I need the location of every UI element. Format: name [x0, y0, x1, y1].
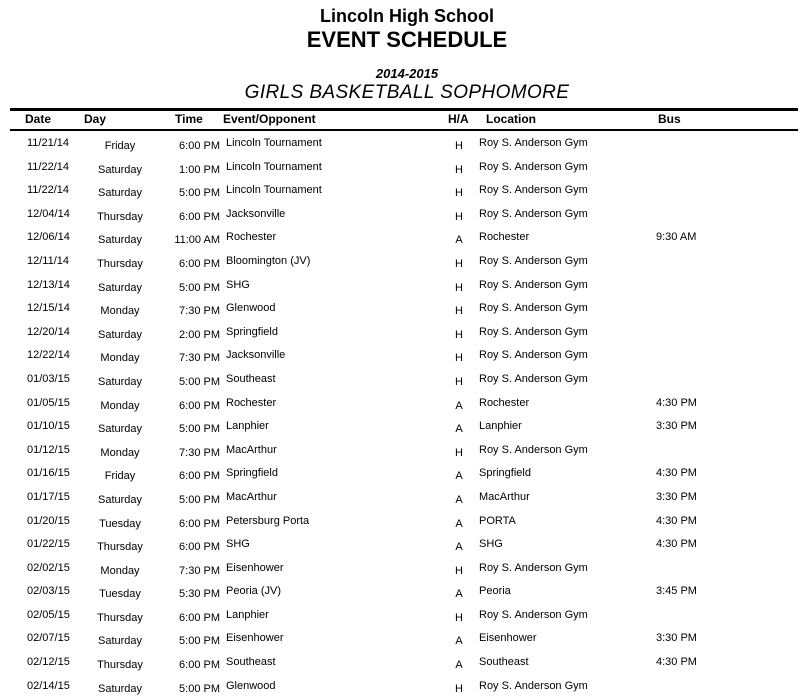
cell-location: Rochester: [479, 231, 530, 244]
cell-time: 6:00 PM: [179, 140, 220, 152]
cell-time: 5:00 PM: [179, 493, 220, 506]
cell-event: Springfield: [226, 325, 278, 338]
cell-location: Peoria: [479, 585, 511, 598]
cell-bus: 9:30 AM: [656, 231, 697, 244]
cell-event: Petersburg Porta: [226, 514, 310, 527]
table-row: [0, 443, 800, 467]
cell-event: Rochester: [226, 231, 277, 244]
cell-bus: 3:30 PM: [656, 420, 697, 433]
cell-location: Roy S. Anderson Gym: [479, 679, 588, 692]
table-row: [0, 136, 800, 160]
cell-date: 12/20/14: [27, 325, 70, 338]
cell-date: 12/15/14: [27, 302, 70, 315]
cell-time: 11:00 AM: [174, 234, 220, 247]
table-row: [0, 584, 800, 608]
cell-event: Southeast: [226, 372, 276, 385]
table-row: [0, 561, 800, 585]
cell-event: Glenwood: [226, 679, 276, 692]
cell-time: 6:00 PM: [179, 210, 220, 223]
cell-time: 6:00 PM: [179, 611, 220, 624]
cell-event: Lincoln Tournament: [226, 184, 322, 197]
cell-ha: H: [455, 446, 463, 459]
cell-day: Thursday: [97, 257, 143, 270]
cell-date: 02/05/15: [27, 608, 70, 621]
cell-bus: 4:30 PM: [656, 396, 697, 409]
cell-ha: A: [455, 399, 463, 412]
cell-location: Springfield: [479, 467, 531, 480]
cell-date: 12/11/14: [27, 254, 70, 267]
table-row: [0, 466, 800, 490]
cell-day: Tuesday: [99, 517, 141, 530]
schedule-rows: [0, 136, 800, 698]
cell-date: 01/03/15: [27, 372, 70, 385]
table-row: [0, 230, 800, 254]
cell-location: Roy S. Anderson Gym: [479, 302, 588, 315]
cell-location: Roy S. Anderson Gym: [479, 608, 588, 621]
cell-bus: 3:30 PM: [656, 490, 697, 503]
cell-date: 12/06/14: [27, 231, 70, 244]
table-row: [0, 396, 800, 420]
cell-date: 01/12/15: [27, 443, 70, 456]
cell-time: 5:00 PM: [179, 187, 220, 200]
cell-location: Roy S. Anderson Gym: [479, 137, 588, 149]
cell-ha: A: [455, 423, 463, 436]
cell-date: 01/22/15: [27, 538, 70, 551]
table-row: [0, 301, 800, 325]
school-name: Lincoln High School: [320, 6, 494, 26]
cell-ha: H: [455, 611, 463, 624]
cell-date: 12/13/14: [27, 278, 70, 291]
cell-time: 5:00 PM: [179, 375, 220, 388]
table-row: [0, 183, 800, 207]
cell-ha: H: [455, 187, 463, 200]
team-label: GIRLS BASKETBALL SOPHOMORE: [244, 82, 570, 103]
document-title: EVENT SCHEDULE: [306, 27, 508, 52]
cell-day: Monday: [100, 564, 140, 577]
cell-ha: H: [455, 163, 463, 176]
cell-date: 01/20/15: [27, 514, 70, 527]
table-row: [0, 419, 800, 443]
cell-event: Springfield: [226, 467, 278, 480]
season-label: 2014-2015: [375, 66, 439, 81]
cell-time: 5:00 PM: [179, 682, 220, 695]
cell-time: 5:00 PM: [179, 423, 220, 436]
cell-time: 5:30 PM: [179, 588, 220, 601]
cell-ha: A: [455, 470, 463, 483]
cell-ha: H: [455, 305, 463, 318]
column-header-location: Location: [486, 112, 536, 126]
cell-day: Monday: [100, 305, 140, 318]
cell-event: Eisenhower: [226, 561, 284, 574]
cell-time: 7:30 PM: [179, 564, 220, 577]
column-header-event: Event/Opponent: [223, 112, 316, 126]
cell-ha: H: [455, 328, 463, 341]
cell-date: 02/12/15: [27, 656, 70, 669]
cell-day: Saturday: [97, 281, 143, 294]
cell-location: Roy S. Anderson Gym: [479, 254, 588, 267]
cell-event: Glenwood: [226, 302, 276, 315]
cell-event: Lincoln Tournament: [226, 160, 322, 173]
cell-location: Roy S. Anderson Gym: [479, 207, 588, 220]
cell-bus: 3:30 PM: [656, 632, 697, 645]
table-row: [0, 679, 800, 698]
cell-day: Thursday: [97, 541, 143, 554]
cell-ha: H: [455, 352, 463, 365]
cell-date: 02/14/15: [27, 679, 70, 692]
cell-time: 1:00 PM: [179, 163, 220, 176]
cell-event: Bloomington (JV): [226, 254, 311, 267]
cell-day: Friday: [104, 140, 136, 152]
table-row: [0, 631, 800, 655]
cell-day: Thursday: [97, 659, 143, 672]
cell-event: Lincoln Tournament: [226, 137, 322, 149]
cell-time: 7:30 PM: [179, 446, 220, 459]
cell-ha: H: [455, 210, 463, 223]
column-header-bus: Bus: [658, 112, 681, 126]
cell-location: Roy S. Anderson Gym: [479, 349, 588, 362]
column-header-ha: H/A: [448, 112, 469, 126]
cell-day: Saturday: [97, 682, 143, 695]
cell-bus: 4:30 PM: [656, 467, 697, 480]
cell-date: 12/04/14: [27, 207, 70, 220]
cell-event: Lanphier: [226, 608, 269, 621]
table-row: [0, 537, 800, 561]
cell-event: Jacksonville: [226, 207, 286, 220]
table-row: [0, 348, 800, 372]
cell-bus: 3:45 PM: [656, 585, 697, 598]
cell-day: Monday: [100, 399, 140, 412]
cell-ha: H: [455, 257, 463, 270]
cell-event: SHG: [226, 538, 250, 551]
cell-date: 01/17/15: [27, 490, 70, 503]
cell-date: 01/05/15: [27, 396, 70, 409]
cell-location: MacArthur: [479, 490, 530, 503]
table-row: [0, 254, 800, 278]
header-rule: [10, 129, 798, 131]
cell-location: SHG: [479, 538, 503, 551]
table-row: [0, 655, 800, 679]
cell-time: 7:30 PM: [179, 352, 220, 365]
cell-location: Roy S. Anderson Gym: [479, 443, 588, 456]
cell-ha: H: [455, 682, 463, 695]
cell-event: Peoria (JV): [226, 585, 282, 598]
column-header-date: Date: [25, 112, 52, 126]
cell-location: PORTA: [479, 514, 516, 527]
column-header-time: Time: [175, 112, 203, 126]
cell-day: Monday: [100, 446, 140, 459]
table-header-row: [0, 112, 800, 130]
cell-location: Rochester: [479, 396, 530, 409]
cell-time: 5:00 PM: [179, 281, 220, 294]
table-row: [0, 160, 800, 184]
cell-day: Thursday: [97, 611, 143, 624]
cell-date: 12/22/14: [27, 349, 70, 362]
cell-location: Roy S. Anderson Gym: [479, 561, 588, 574]
cell-event: MacArthur: [226, 490, 277, 503]
cell-date: 01/10/15: [27, 420, 70, 433]
cell-day: Tuesday: [99, 588, 141, 601]
cell-day: Saturday: [97, 187, 143, 200]
cell-event: Rochester: [226, 396, 277, 409]
cell-location: Roy S. Anderson Gym: [479, 325, 588, 338]
cell-ha: H: [455, 564, 463, 577]
cell-time: 6:00 PM: [179, 257, 220, 270]
cell-ha: A: [455, 635, 463, 648]
cell-ha: A: [455, 517, 463, 530]
cell-time: 6:00 PM: [179, 659, 220, 672]
cell-day: Thursday: [97, 210, 143, 223]
cell-location: Southeast: [479, 656, 529, 669]
cell-day: Monday: [100, 352, 140, 365]
cell-bus: 4:30 PM: [656, 656, 697, 669]
cell-time: 5:00 PM: [179, 635, 220, 648]
cell-bus: 4:30 PM: [656, 538, 697, 551]
column-header-day: Day: [84, 112, 107, 126]
table-row: [0, 372, 800, 396]
cell-ha: A: [455, 659, 463, 672]
top-rule: [10, 108, 798, 111]
cell-event: SHG: [226, 278, 250, 291]
cell-day: Saturday: [97, 493, 143, 506]
cell-day: Saturday: [97, 375, 143, 388]
cell-date: 01/16/15: [27, 467, 70, 480]
cell-day: Saturday: [97, 234, 143, 247]
table-row: [0, 278, 800, 302]
cell-time: 6:00 PM: [179, 541, 220, 554]
cell-time: 2:00 PM: [179, 328, 220, 341]
table-row: [0, 325, 800, 349]
cell-event: Jacksonville: [226, 349, 286, 362]
table-row: [0, 514, 800, 538]
cell-day: Saturday: [97, 163, 143, 176]
table-row: [0, 608, 800, 632]
cell-location: Roy S. Anderson Gym: [479, 160, 588, 173]
cell-day: Saturday: [97, 635, 143, 648]
cell-day: Friday: [104, 470, 136, 483]
cell-date: 02/02/15: [27, 561, 70, 574]
cell-ha: A: [455, 541, 463, 554]
cell-time: 6:00 PM: [179, 470, 220, 483]
cell-location: Lanphier: [479, 420, 522, 433]
cell-date: 02/03/15: [27, 585, 70, 598]
cell-date: 11/22/14: [27, 184, 70, 197]
cell-location: Eisenhower: [479, 632, 537, 645]
cell-time: 7:30 PM: [179, 305, 220, 318]
cell-location: Roy S. Anderson Gym: [479, 372, 588, 385]
cell-location: Roy S. Anderson Gym: [479, 278, 588, 291]
cell-date: 11/21/14: [27, 137, 70, 149]
cell-ha: H: [455, 281, 463, 294]
cell-ha: A: [455, 234, 463, 247]
cell-location: Roy S. Anderson Gym: [479, 184, 588, 197]
cell-day: Saturday: [97, 328, 143, 341]
table-row: [0, 490, 800, 514]
cell-event: MacArthur: [226, 443, 277, 456]
cell-ha: H: [455, 140, 463, 152]
cell-bus: 4:30 PM: [656, 514, 697, 527]
cell-day: Saturday: [97, 423, 143, 436]
table-row: [0, 207, 800, 231]
cell-date: 02/07/15: [27, 632, 70, 645]
cell-date: 11/22/14: [27, 160, 70, 173]
cell-event: Southeast: [226, 656, 276, 669]
cell-event: Lanphier: [226, 420, 269, 433]
cell-event: Eisenhower: [226, 632, 284, 645]
cell-time: 6:00 PM: [179, 517, 220, 530]
cell-time: 6:00 PM: [179, 399, 220, 412]
cell-ha: A: [455, 588, 463, 601]
cell-ha: H: [455, 375, 463, 388]
cell-ha: A: [455, 493, 463, 506]
